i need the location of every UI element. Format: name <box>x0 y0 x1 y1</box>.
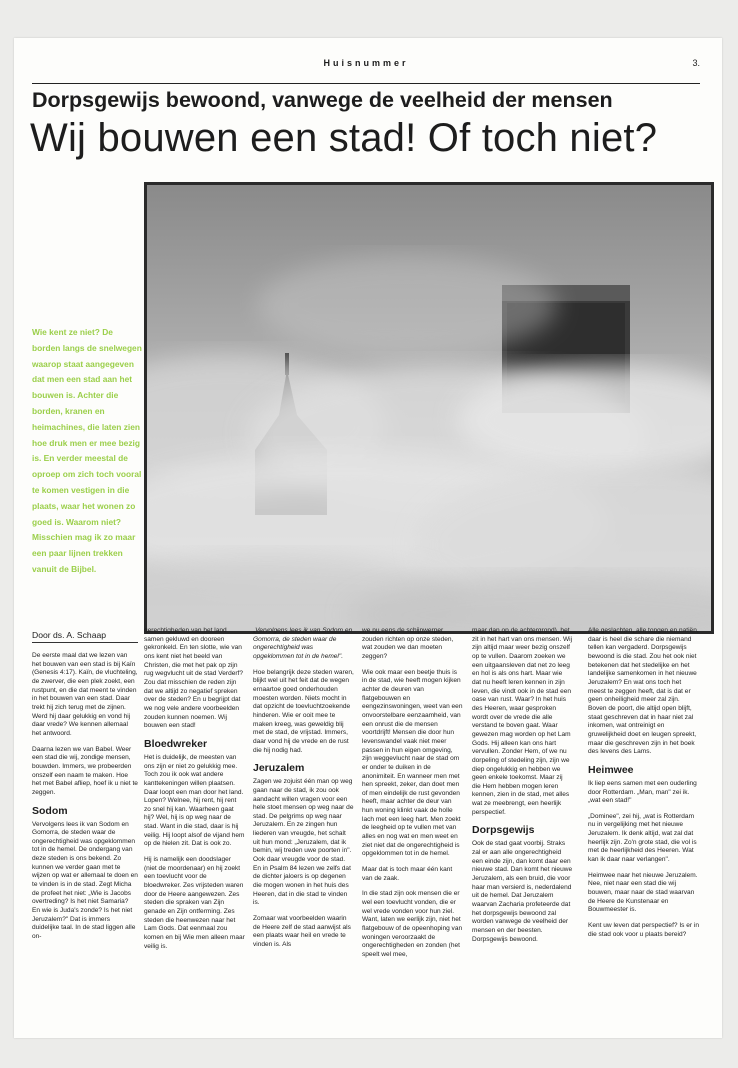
running-head: Huisnummer <box>323 58 409 68</box>
paragraph: Daarna lezen we van Babel. Weer een stad die wij, zondige mensen, bouwden. Immers, we probeerden onszelf een naam te maken. Hoe het met Babel afliep, hoef ik u niet te zeggen. <box>32 745 138 796</box>
paragraph: Kent uw leven dat perspectief? Is er in die stad ook voor u plaats bereid? <box>588 922 699 938</box>
article-intro: Wie kent ze niet? De borden langs de snelwegen waarop staat aangegeven dat men een stad aan het bouwen is. Achter die borden, kranen en heimachines, die laten zien hoe druk men er mee bezig is. En verder meestal de oproep om zich toch vooral te komen vestigen in die plaats, waar het wonen zo goed is. Waarom niet? Misschien mag ik zo maar een paar lijnen trekken vanuit de Bijbel. <box>32 327 142 574</box>
paragraph: In die stad zijn ook mensen die er wel een toevlucht vonden, die er wel vrede vonden voor hun ziel. Want, laten we eerlijk zijn, niet het flatgebouw of de opeenhoping van woningen veroorzaakt de ongerechtigheden en zonden (het speelt wel mee, <box>362 890 463 958</box>
paragraph: Wie ook maar een beetje thuis is in de stad, wie heeft mogen kijken achter de deuren van flatgebouwen en eengezinswoningen, weet van een onvoorstelbare eenzaamheid, van een onrust die de mensen voortdrijft! Mensen die door hun levenswandel vaak niet meer passen in hun eigen omgeving, zijn weggevlucht naar de stad om er onder te duiken in de anonimiteit. En wanneer men met hen spreekt, zeker, dan doet men of men eindelijk de rust gevonden heeft, maar achter de deur van hun woning klinkt vaak de holle lach met een leeg hart. Men zoekt de leegheid op te vullen met van alles en nog wat en men weet en ziet niet dat de ongerechtigheid is opgeklommen tot in de hemel. <box>362 668 463 858</box>
page-number: 3. <box>692 58 700 68</box>
pull-quote: „Vervolgens lees ik van Sodom en Gomorra, de steden waar de ongerechtigheid was opgeklommen tot in de hemel". <box>253 627 353 660</box>
paragraph: maar dan op de achtergrond), het zit in het hart van ons mensen. Wij zijn altijd maar weer bezig onszelf op te vullen. Daarom zoeken we een uitgaansleven dat net zo leeg en hol is als ons hart. Maar wie dat nu heeft leren kennen in zijn leven, die vindt ook in de stad een oase van rust. Waar? In het huis des Heeren, waar gesproken wordt over de vrede die alle verstand te boven gaat. Waar gewezen mag worden op het Lam Gods. Hij alleen kan ons hart vervullen. Zonder Hem, of we nu dorpeling of stedeling zijn, zijn we diep ongelukkig en hebben we geen enkele toekomst. Maar zij die Hem hebben mogen leren kennen, zien in de stad, met alles wat ze meebrengt, een heerlijk perspectief. <box>472 627 573 816</box>
paragraph: Heimwee naar het nieuwe Jeruzalem. Nee, niet naar een stad die wij bouwen, maar naar de stad waarvan de Heere de Kunstenaar en Bouwmeester is. <box>588 871 698 914</box>
paragraph: we nu eens de schijnwerper zouden richten op onze steden, wat zouden we dan moeten zeggen? <box>362 627 454 660</box>
foggy-skyline-photo <box>144 182 714 634</box>
paragraph: gerechtigheden van het land samen gekluwd en dooreen gekronkeld. En ten slotte, wie van ons kent niet het beeld van Christen, die met het pak op zijn rug wegvlucht uit de stad Verderf? Zou dat misschien de reden zijn dat we altijd zo negatief spreken over de steden? En u begrijpt dat we nog vele andere voorbeelden zouden kunnen noemen. Wij bouwen een stad! <box>144 627 243 730</box>
newspaper-page <box>14 38 722 1038</box>
article-headline: Wij bouwen een stad! Of toch niet? <box>30 116 658 160</box>
article-byline: Door ds. A. Schaap <box>32 630 138 643</box>
paragraph: Alle geslachten, alle tongen en natiën, daar is heel die schare die niemand tellen kan vergaderd. Dorpsgewijs bewoond is die stad. Zou het ook niet betekenen dat het stedelijke en het landelijke samenkomen in het nieuwe Jeruzalem? En wat ons toch het meest te zeggen heeft, dat is dat er geen onheiligheid meer zal zijn. Boven de poort, die altijd open blijft, staat geschreven dat in haar niet zal inkomen, wat ontreinigt en gruwelijkheid doet en leugen spreekt, maar die geschreven zijn in het boek des levens des Lams. <box>588 627 699 756</box>
paragraph: Hij is namelijk een doodslager (niet de moordenaar) en hij zoekt een toevlucht voor de bloedwreker. Zes vrijsteden waren door de Heere aangewezen. Zes steden die spraken van Zijn genade en Zijn ontferming. Zes steden die heenwezen naar het Lam Gods. Dat eenmaal zou komen en bij Wie men alleen maar veilig is. <box>144 856 245 950</box>
section-heading: Sodom <box>32 804 68 817</box>
paragraph: „Dominee", zei hij, „wat is Rotterdam nu in vergelijking met het nieuwe Jeruzalem. Ik denk altijd, wat zal dat heerlijk zijn. Zo'n grote stad, die vol is met de heerlijkheid des Heeren. Wat kan ik daar naar verlangen". <box>588 812 697 864</box>
photo-image <box>147 185 711 631</box>
page-header <box>32 56 700 74</box>
section-heading: Jeruzalem <box>253 762 305 775</box>
paragraph: Maar dat is toch maar één kant van de zaak. <box>362 866 453 882</box>
paragraph: Zomaar wat voorbeelden waarin de Heere zelf de stad aanwijst als een plaats waar heil en vrede te vinden is. Als <box>253 915 351 948</box>
header-rule <box>32 83 700 84</box>
paragraph: Ik liep eens samen met een ouderling door Rotterdam. „Man, man" zei ik. „wat een stad!" <box>588 779 697 805</box>
paragraph: Ook de stad gaat voorbij. Straks zal er aan alle ongerechtigheid een einde zijn, dan komt daar een nieuwe stad. Dan komt het nieuwe Jeruzalem, als een bruid, die voor haar man versierd is, nederdalend uit de hemel. Dat Jeruzalem waarvan Zacharia profeteerde dat het dorpsgewijs bewoond zal worden vanwege de veelheid der mensen en der beesten. Dorpsgewijs bewoond. <box>472 840 573 943</box>
paragraph: Vervolgens lees ik van Sodom en Gomorra, de steden waar de ongerechtigheid was opgeklommen tot in de hemel. De ondergang van deze steden is ons bekend. Zo kunnen we verder gaan met te wijzen op wat er allemaal te doen en te vinden is in de stad. Zegt Micha de profeet het niet: „Wie is Jacobs overtreding? Is het niet Samaria? En wie is Juda's zonde? Is het niet Jeruzalem?" Dat is immers duidelijke taal. In de stad liggen alle on- <box>32 820 138 941</box>
text-column-4 <box>362 627 463 1009</box>
section-heading: Heimwee <box>588 763 634 776</box>
section-heading: Dorpsgewijs <box>472 824 535 837</box>
text-column-6 <box>588 627 700 1009</box>
text-column-1 <box>32 652 138 1034</box>
section-heading: Bloedwreker <box>144 737 208 750</box>
text-column-3 <box>253 627 354 1009</box>
text-column-2 <box>144 627 245 1009</box>
article-kicker: Dorpsgewijs bewoond, vanwege de veelheid der mensen <box>32 88 613 112</box>
paragraph: Het is duidelijk, de meesten van ons zijn er niet zo gelukkig mee. Toch zou ik ook wat andere kanttekeningen willen plaatsen. Daar loopt een man door het land. Lopen? Welnee, hij rent, hij rent zo snel hij kan. Waarheen gaat hij? Wel, hij is op weg naar de stad. Want in die stad, daar is hij veilig. Hij loopt alsof de vijand hem op de hielen zit. Dat is ook zo. <box>144 753 245 848</box>
paragraph: Zagen we zojuist één man op weg gaan naar de stad, ik zou ook aandacht willen vragen voor een hele stoet mensen op weg naar de stad. De pelgrims op weg naar Jeruzalem. En ze zingen hun liederen van vreugde, het schalt uit hun mond: „Jeruzalem, dat ik bemin, wij treden uwe poorten in". Ook daar vreugde voor de stad. En in Psalm 84 lezen we zelfs dat de dichter jaloers is op degenen die mogen wonen in het huis des Heeren, dat in die stad te vinden is. <box>253 778 354 907</box>
paragraph: De eerste maal dat we lezen van het bouwen van een stad is bij Kaïn (Genesis 4:17). Kaïn, de vluchteling, de zwerver, die een plek zoekt, een rustpunt, en die dat meent te vinden in het bouwen van een stad. Daar trekt hij zich terug met de zijnen. Werd hij daar gelukkig en vond hij daar vrede? We kennen allemaal het antwoord. <box>32 652 138 737</box>
text-column-5 <box>472 627 573 1009</box>
paragraph: Hoe belangrijk deze steden waren, blijkt wel uit het feit dat de wegen ernaartoe goed onderhouden moesten worden. Niets mocht in dat opzicht de toevluchtzoekende hinderen. Wie er ooit mee te maken kreeg, was geweldig blij met de stad, de vrijstad. Immers, daar vond hij de vrede en de rust die hij nodig had. <box>253 668 354 754</box>
